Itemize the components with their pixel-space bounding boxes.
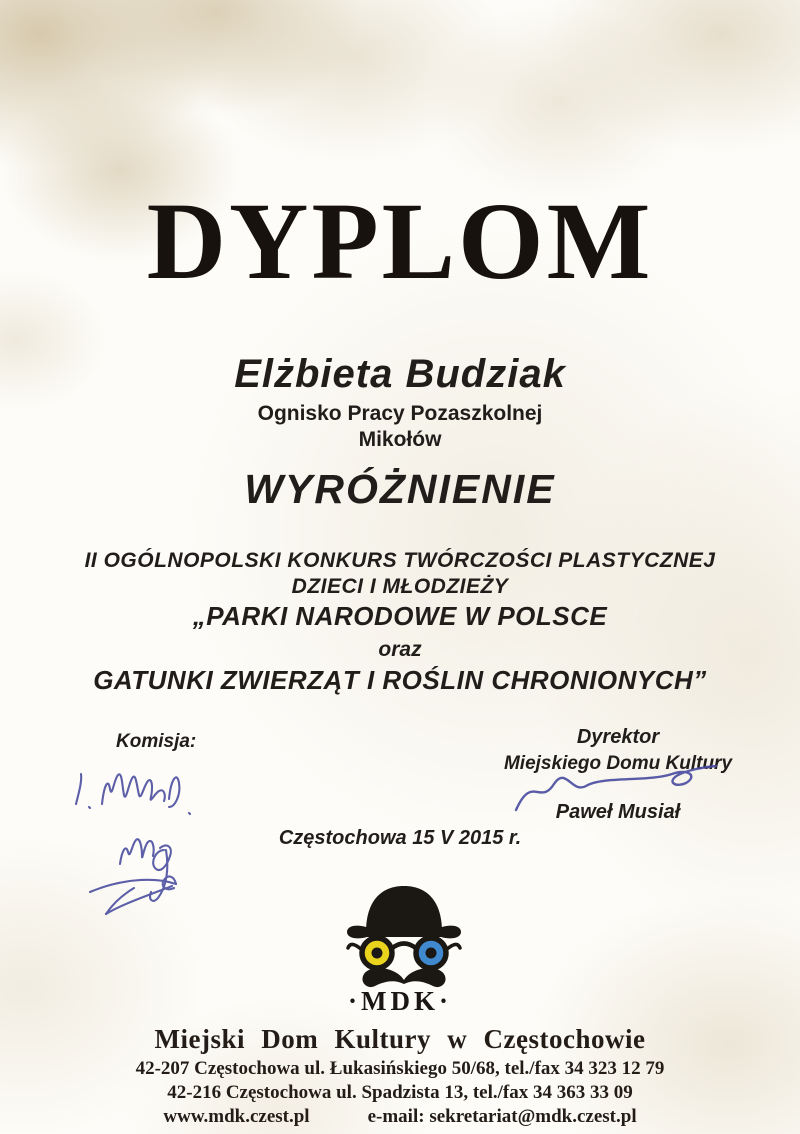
contest-line-5: GATUNKI ZWIERZĄT I ROŚLIN CHRONIONYCH”	[93, 664, 707, 695]
director-title: Dyrektor	[576, 726, 660, 748]
footer-org-name: Miejski Dom Kultury w Częstochowie	[154, 1024, 646, 1054]
commission-label: Komisja:	[116, 731, 197, 752]
bowler-hat-icon	[347, 886, 461, 938]
recipient-city: Mikołów	[358, 428, 442, 451]
glasses-icon	[348, 938, 460, 968]
footer-email: e-mail: sekretariat@mdk.czest.pl	[367, 1106, 637, 1128]
mdk-logo	[324, 880, 484, 998]
contest-title-block	[0, 548, 800, 696]
recipient-name: Elżbieta Budziak	[234, 352, 566, 396]
award-name: WYRÓŻNIENIE	[244, 466, 556, 512]
contest-line-2: DZIECI I MŁODZIEŻY	[291, 574, 509, 598]
mdk-logo-text: ·MDK·	[348, 986, 452, 1016]
director-name: Paweł Musiał	[555, 800, 681, 823]
recipient-institution: Ognisko Pracy Pozaszkolnej	[257, 402, 543, 425]
contest-line-3: „PARKI NARODOWE W POLSCE	[192, 601, 608, 632]
director-block	[478, 724, 758, 826]
contest-line-4: oraz	[378, 637, 422, 661]
mustache-icon	[362, 968, 445, 987]
director-organization: Miejskiego Domu Kultury	[503, 753, 733, 774]
date-line: Częstochowa 15 V 2015 r.	[278, 827, 522, 849]
footer-address-2: 42-216 Częstochowa ul. Spadzista 13, tel./fax 34 363 33 09	[167, 1081, 633, 1103]
footer-block	[0, 1022, 800, 1129]
footer-contact-line	[0, 1105, 800, 1129]
diploma-title: DYPLOM	[146, 180, 654, 302]
contest-line-1: II OGÓLNOPOLSKI KONKURS TWÓRCZOŚCI PLASTYCZNEJ	[84, 549, 716, 572]
footer-website: www.mdk.czest.pl	[163, 1106, 310, 1128]
footer-address-1: 42-207 Częstochowa ul. Łukasińskiego 50/68, tel./fax 34 323 12 79	[135, 1057, 665, 1079]
